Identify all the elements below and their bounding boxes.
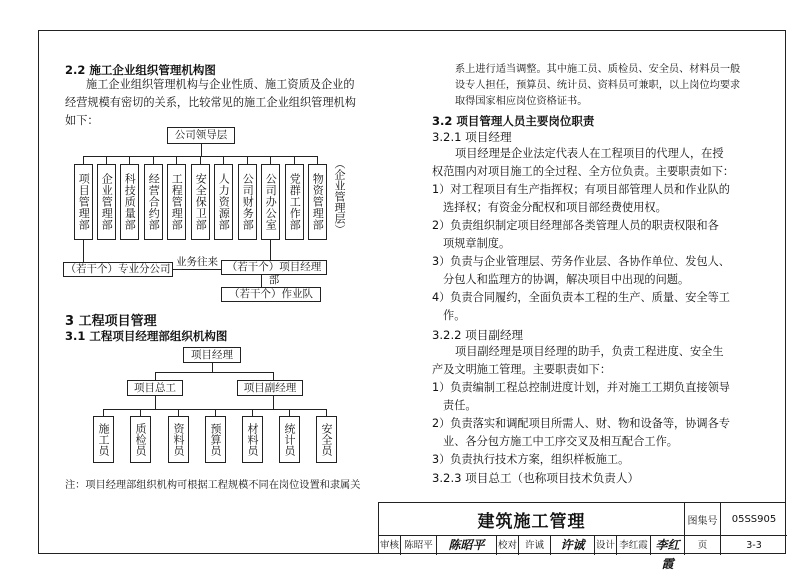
atlas-number: 05SS905 <box>721 503 787 536</box>
staff-box: 施工员 <box>93 416 114 463</box>
enterprise-management-layer-label: （企业管理层） <box>333 158 346 235</box>
deputy-manager-box: 项目副经理 <box>237 380 303 396</box>
staff-box: 统计员 <box>279 416 300 463</box>
page-number: 3-3 <box>746 540 762 551</box>
reviewer-name: 陈昭平 <box>401 536 437 555</box>
staff-box: 资料员 <box>168 416 189 463</box>
chief-engineer-box: 项目总工 <box>127 380 183 396</box>
connector <box>83 240 84 264</box>
dept-box: 经营合约部 <box>144 164 163 240</box>
subsection-3-2-2: 3.2.2 项目副经理 <box>432 328 524 342</box>
paragraph-line: 项规章制度。 <box>443 237 511 250</box>
check-label: 校对 <box>497 536 519 555</box>
atlas-number-label: 图集号 <box>685 503 721 536</box>
paragraph-line: 产及文明施工管理。主要职责如下： <box>432 363 612 376</box>
design-label: 设计 <box>595 536 617 555</box>
paragraph-line: 责任。 <box>443 399 477 412</box>
dept-box: 项目管理部 <box>74 164 93 240</box>
reviewer-signature: 陈昭平 <box>437 536 497 555</box>
connector <box>270 240 271 260</box>
title-block <box>378 502 786 571</box>
staff-box: 预算员 <box>205 416 226 463</box>
review-label: 审核 <box>379 536 401 555</box>
paragraph-line: 2）负责落实和调配项目所需人、财、物和设备等，协调各专 <box>432 417 730 430</box>
connector <box>261 275 262 287</box>
paragraph-line: 施工企业组织管理机构与企业性质、施工资质及企业的 <box>86 78 355 91</box>
paragraph-line: 项目经理是企业法定代表人在工程项目的代理人，在授 <box>455 147 724 160</box>
dept-box: 公司办公室 <box>261 164 280 240</box>
company-leadership-box: 公司领导层 <box>167 127 235 144</box>
business-relation-label: 业务往来 <box>176 256 218 268</box>
paragraph-line: 4）负责合同履约，全面负责本工程的生产、质量、安全等工 <box>432 291 730 304</box>
dept-box: 公司财务部 <box>238 164 257 240</box>
project-manager-box: 项目经理 <box>183 347 241 363</box>
branch-company-box: （若干个）专业分公司 <box>63 262 173 277</box>
dept-box: 科技质量部 <box>120 164 139 240</box>
paragraph-line: 3）负责执行技术方案，组织样板施工。 <box>432 453 630 466</box>
work-team-box: （若干个）作业队 <box>221 287 321 302</box>
note: 注：项目经理部组织机构可根据工程规模不同在岗位设置和隶属关 <box>65 480 361 491</box>
designer-signature: 李红霞 <box>651 536 685 555</box>
dept-box: 企业管理部 <box>97 164 116 240</box>
paragraph-line: 系上进行适当调整。其中施工员、质检员、安全员、材料员一般 <box>455 64 741 75</box>
paragraph-line: 2）负责组织制定项目经理部各类管理人员的职责权限和各 <box>432 219 719 232</box>
connector <box>173 269 221 270</box>
paragraph-line: 业、各分包方施工中工序交叉及相互配合工作。 <box>443 435 678 448</box>
section-3-1-title: 3.1 工程项目经理部组织机构图 <box>65 329 228 343</box>
dept-box: 安全保卫部 <box>191 164 210 240</box>
designer-name: 李红霞 <box>617 536 651 555</box>
paragraph-line: 如下： <box>65 114 99 127</box>
paragraph-line: 权范围内对项目施工的全过程、全方位负责。主要职责如下： <box>432 165 735 178</box>
section-3-2-title: 3.2 项目管理人员主要岗位职责 <box>432 114 595 128</box>
paragraph-line: 1）负责编制工程总控制进度计划，并对施工工期负直接领导 <box>432 381 730 394</box>
dept-box: 党群工作部 <box>285 164 304 240</box>
staff-box: 材料员 <box>242 416 263 463</box>
drawing-title: 建筑施工管理 <box>477 511 586 532</box>
staff-box: 质检员 <box>130 416 151 463</box>
paragraph-line: 3）负责与企业管理层、劳务作业层、各协作单位、发包人、 <box>432 255 730 268</box>
section-2-2-title: 2.2 施工企业组织管理机构图 <box>65 63 216 77</box>
page-label: 页 <box>685 536 721 555</box>
paragraph-line: 分包人和监理方的协调，解决项目中出现的问题。 <box>443 273 690 286</box>
project-dept-box: （若干个）项目经理部 <box>221 260 327 275</box>
checker-name: 许诚 <box>519 536 551 555</box>
dept-box: 工程管理部 <box>167 164 186 240</box>
subsection-3-2-1: 3.2.1 项目经理 <box>432 130 512 144</box>
dept-box: 物资管理部 <box>308 164 327 240</box>
paragraph-line: 选择权；有资金分配权和项目部经费使用权。 <box>443 201 667 214</box>
subsection-3-2-3: 3.2.3 项目总工（也称项目技术负责人） <box>432 471 640 485</box>
checker-signature: 许诚 <box>551 536 595 555</box>
paragraph-line: 设专人担任，预算员、统计员、资料员可兼职，以上岗位均要求 <box>455 80 741 91</box>
section-3-title: 3 工程项目管理 <box>65 314 157 329</box>
paragraph-line: 经营规模有密切的关系，比较常见的施工企业组织管理机构 <box>65 96 356 109</box>
paragraph-line: 1）对工程项目有生产指挥权；有项目部管理人员和作业队的 <box>432 183 730 196</box>
paragraph-line: 取得国家相应岗位资格证书。 <box>455 96 588 107</box>
paragraph-line: 项目副经理是项目经理的助手，负责工程进度、安全生 <box>455 345 724 358</box>
dept-box: 人力资源部 <box>214 164 233 240</box>
paragraph-line: 作。 <box>443 309 466 322</box>
staff-box: 安全员 <box>316 416 337 463</box>
